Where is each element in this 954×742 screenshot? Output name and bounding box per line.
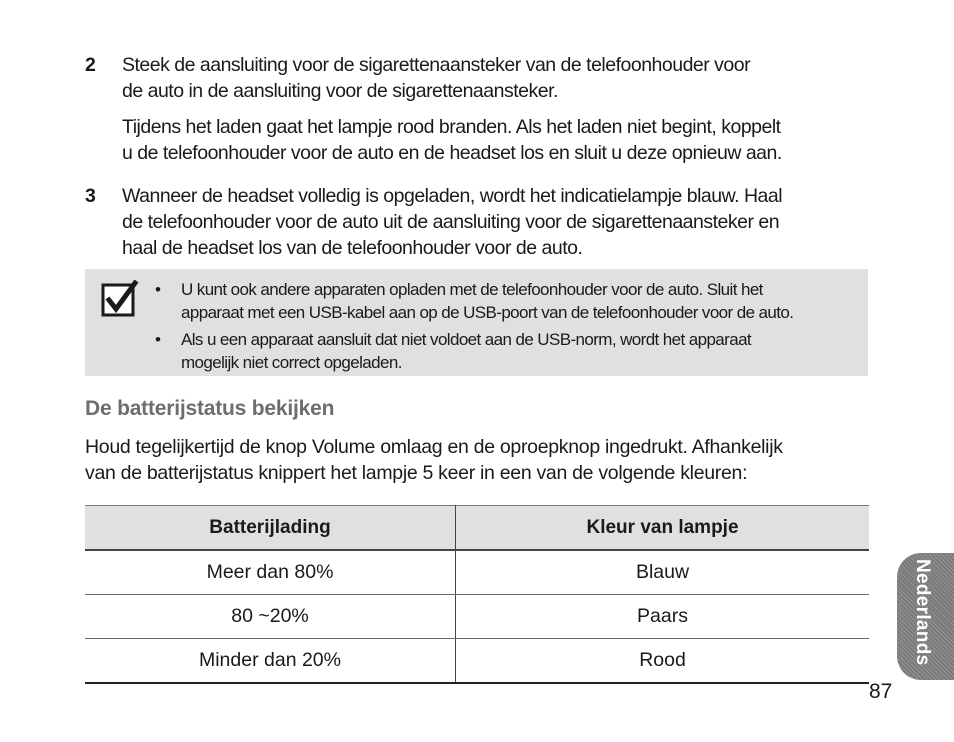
table-cell: Blauw: [456, 550, 870, 595]
text-line: Wanneer de headset volledig is opgeladen, wordt het indicatielampje blauw. Haal: [122, 185, 783, 207]
column-header-color: Kleur van lampje: [456, 506, 870, 551]
text-line: haal de headset los van de telefoonhouder voor de auto.: [122, 237, 583, 259]
section-intro: [85, 434, 875, 486]
note-item: [155, 328, 860, 374]
step-number: 2: [85, 54, 96, 76]
table-row: [85, 550, 869, 595]
text-line: mogelijk niet correct opgeladen.: [181, 353, 402, 372]
step-paragraph: [122, 183, 875, 261]
table-cell: Meer dan 80%: [85, 550, 456, 595]
text-line: u de telefoonhouder voor de auto en de headset los en sluit u deze opnieuw aan.: [122, 142, 782, 164]
text-line: van de batterijstatus knippert het lampje 5 keer in een van de volgende kleuren:: [85, 462, 748, 484]
note-list: [155, 278, 860, 378]
column-header-battery: Batterijlading: [85, 506, 456, 551]
text-line: Als u een apparaat aansluit dat niet voldoet aan de USB-norm, wordt het apparaat: [181, 330, 752, 349]
text-line: U kunt ook andere apparaten opladen met de telefoonhouder voor de auto. Sluit het: [181, 280, 763, 299]
section-heading: De batterijstatus bekijken: [85, 397, 335, 420]
battery-status-table: [85, 505, 869, 684]
table-cell: Minder dan 20%: [85, 639, 456, 684]
language-tab-label: Nederlands: [912, 559, 933, 666]
text-line: de auto in de aansluiting voor de sigarettenaansteker.: [122, 80, 558, 102]
table-row: [85, 639, 869, 684]
table-cell: Paars: [456, 595, 870, 639]
step-paragraph: [122, 114, 875, 166]
text-line: de telefoonhouder voor de auto uit de aansluiting voor de sigarettenaansteker en: [122, 211, 780, 233]
language-tab: [897, 553, 954, 680]
table-cell: Rood: [456, 639, 870, 684]
table-header-row: [85, 506, 869, 551]
step-paragraph: [122, 52, 875, 104]
text-line: Tijdens het laden gaat het lampje rood branden. Als het laden niet begint, koppelt: [122, 116, 781, 138]
step-number: 3: [85, 185, 96, 207]
bullet-icon: •: [155, 280, 161, 299]
checkbox-check-icon: [101, 280, 139, 318]
text-line: apparaat met een USB-kabel aan op de USB-poort van de telefoonhouder voor de auto.: [181, 303, 794, 322]
page-number: 87: [869, 680, 893, 703]
table-cell: 80 ~20%: [85, 595, 456, 639]
text-line: Steek de aansluiting voor de sigarettenaansteker van de telefoonhouder voor: [122, 54, 751, 76]
text-line: Houd tegelijkertijd de knop Volume omlaag en de oproepknop ingedrukt. Afhankelijk: [85, 436, 783, 458]
table-row: [85, 595, 869, 639]
bullet-icon: •: [155, 330, 161, 349]
note-item: [155, 278, 860, 324]
note-box: [85, 269, 868, 376]
